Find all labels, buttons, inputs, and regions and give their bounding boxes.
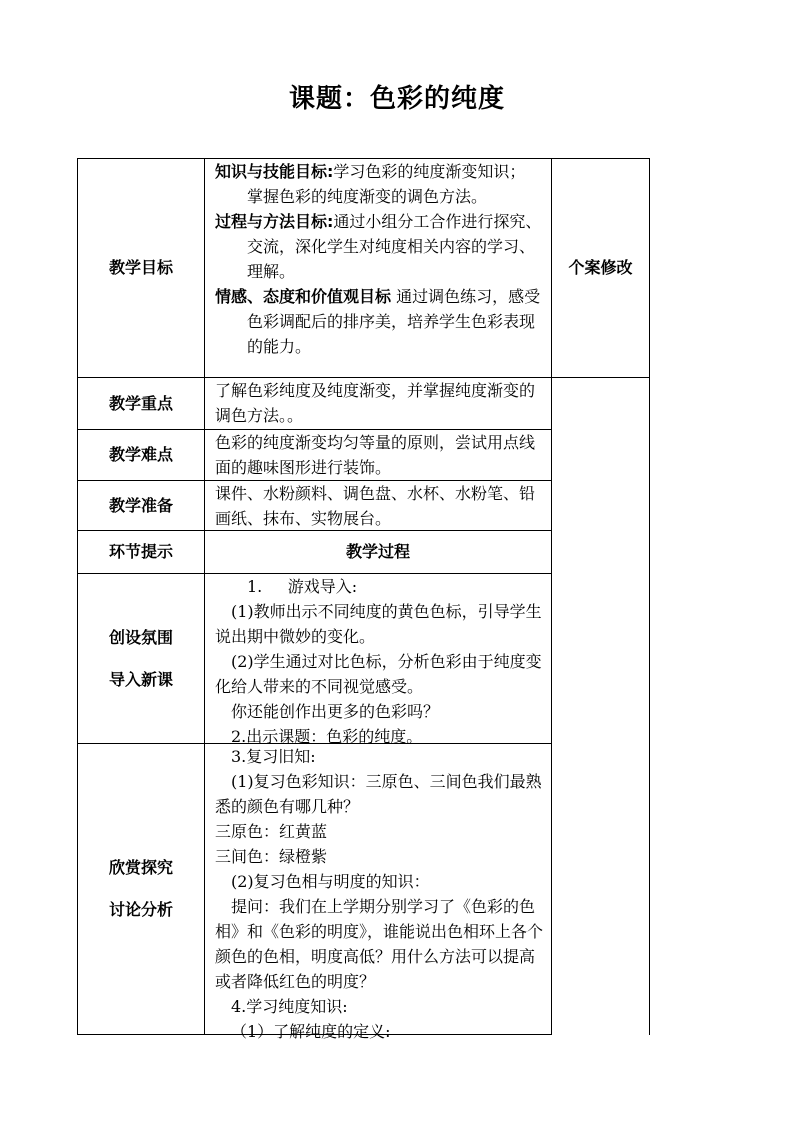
key-point-label: 教学重点 xyxy=(108,393,173,413)
list-item: 1. 游戏导入: xyxy=(247,577,358,596)
section1-content xyxy=(205,574,551,746)
list-item: （1）了解纯度的定义: xyxy=(231,1022,391,1041)
stage-hint-header: 环节提示 xyxy=(108,542,173,561)
objective-process: 过程与方法目标:通过小组分工合作进行探究、交流，深化学生对纯度相关内容的学习、理解。 xyxy=(215,212,542,281)
section2-content xyxy=(205,744,551,1041)
teaching-process-header: 教学过程 xyxy=(345,542,410,561)
list-item: 4.学习纯度知识: xyxy=(231,997,348,1016)
table-border-right xyxy=(649,158,650,1035)
difficulty-label: 教学难点 xyxy=(108,445,173,464)
objectives-label: 教学目标 xyxy=(108,258,173,277)
list-item: 三原色：红黄蓝 xyxy=(215,822,328,841)
objective-knowledge: 知识与技能目标:学习色彩的纯度渐变知识； 掌握色彩的纯度渐变的调色方法。 xyxy=(215,162,526,206)
list-item: (2)复习色相与明度的知识： xyxy=(231,872,430,891)
page-title: 课题：色彩的纯度 xyxy=(288,84,505,114)
difficulty-content: 色彩的纯度渐变均匀等量的原则，尝试用点线面的趣味图形进行装饰。 xyxy=(215,433,536,477)
list-item: (2)学生通过对比色标，分析色彩由于纯度变化给人带来的不同视觉感受。 xyxy=(215,652,542,696)
key-point-content: 了解色彩纯度及纯度渐变，并掌握纯度渐变的调色方法。。 xyxy=(215,381,536,425)
list-item: 你还能创作出更多的色彩吗？ xyxy=(231,702,440,721)
list-item: (1)复习色彩知识：三原色、三间色我们最熟悉的颜色有哪几种？ xyxy=(215,772,542,816)
objective-emotion: 情感、态度和价值观目标 通过调色练习，感受色彩调配后的排序美，培养学生色彩表现的能力。 xyxy=(215,287,541,356)
list-item: 2.出示课题：色彩的纯度。 xyxy=(231,727,423,746)
preparation-content: 课件、水粉颜料、调色盘、水杯、水粉笔、铅画纸、抹布、实物展台。 xyxy=(215,484,536,528)
list-item: 提问：我们在上学期分别学习了《色彩的色相》和《色彩的明度》，谁能说出色相环上各个颜色的色相，明度高低？用什么方法可以提高或者降低红色的明度？ xyxy=(215,897,544,991)
preparation-label: 教学准备 xyxy=(108,495,173,515)
section2-label: 欣赏探究 讨论分析 xyxy=(108,858,173,919)
list-item: 3.复习旧知: xyxy=(231,747,316,766)
list-item: 三间色：绿橙紫 xyxy=(215,847,328,866)
section1-label: 创设氛围 导入新课 xyxy=(108,627,173,689)
objectives-content xyxy=(205,159,551,377)
revise-label: 个案修改 xyxy=(568,258,633,277)
list-item: (1)教师出示不同纯度的黄色色标，引导学生说出期中微妙的变化。 xyxy=(215,602,542,646)
